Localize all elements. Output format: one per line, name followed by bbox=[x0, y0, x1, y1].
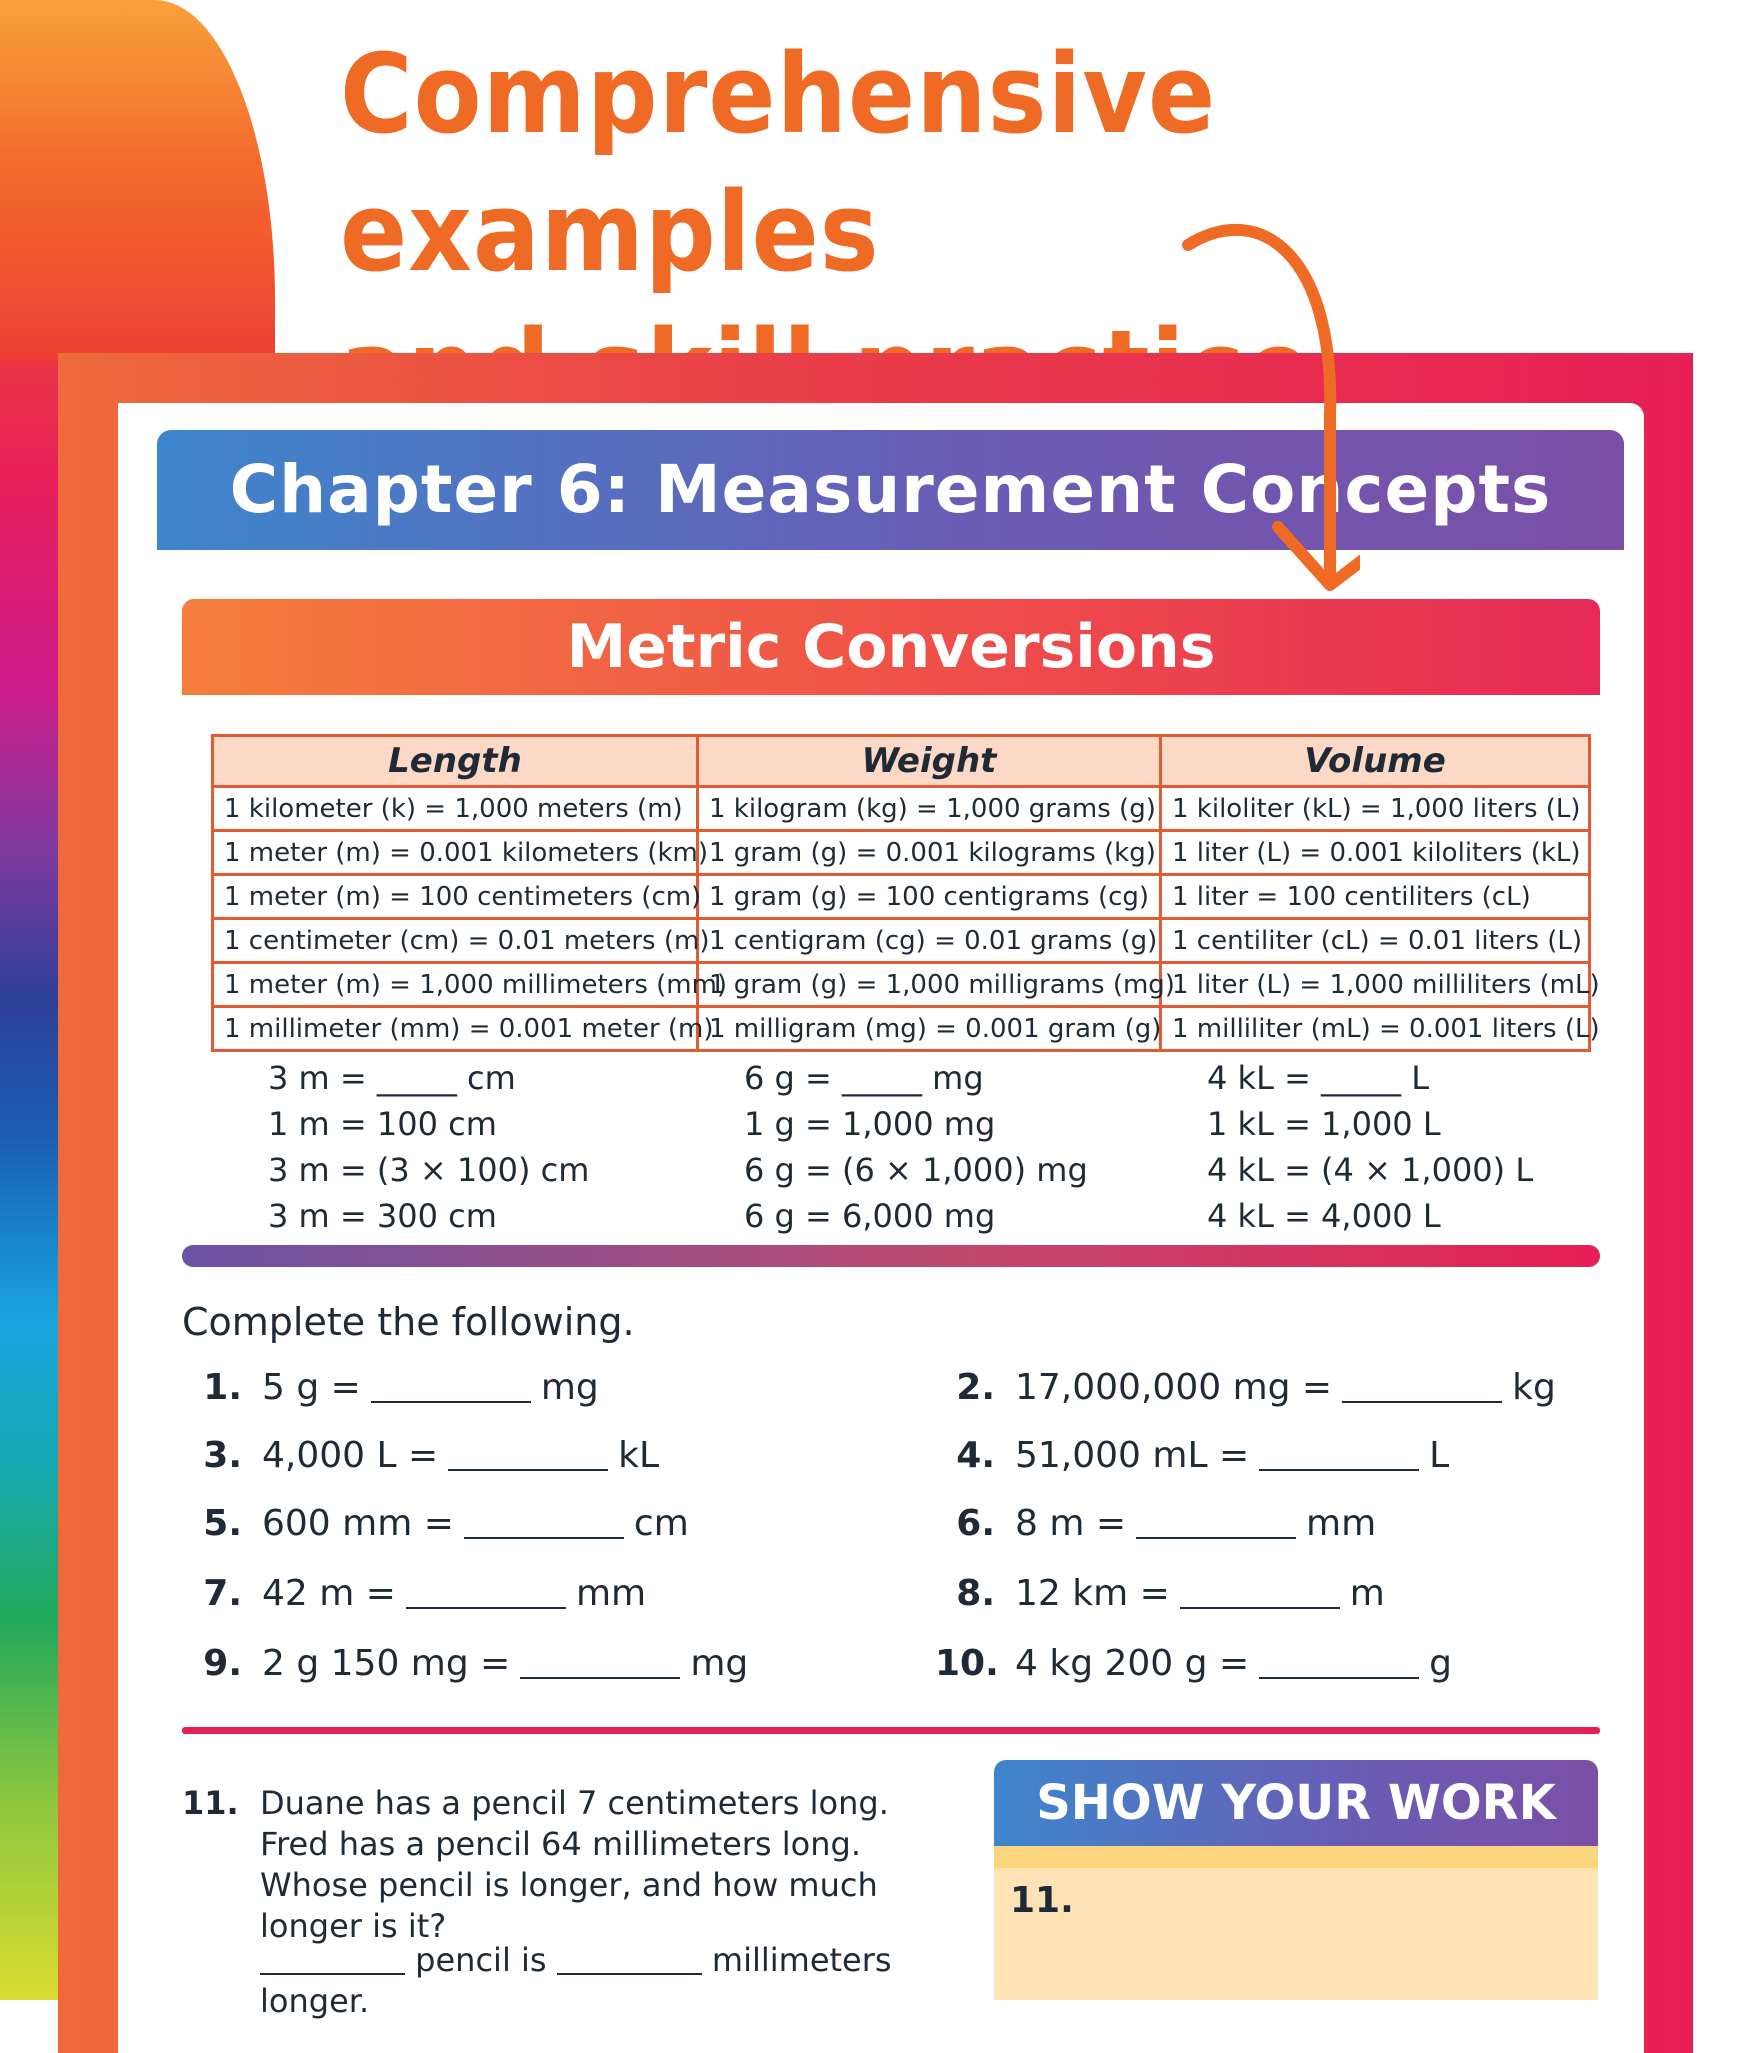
problem-left: 51,000 mL = bbox=[1015, 1435, 1250, 1476]
problem-number: 2. bbox=[956, 1367, 995, 1408]
section-title: Metric Conversions bbox=[182, 599, 1600, 695]
problem-2 bbox=[935, 1367, 1556, 1408]
problem-5 bbox=[182, 1503, 689, 1544]
example-line: 1 g = 1,000 mg bbox=[744, 1105, 996, 1143]
table-cell: 1 gram (g) = 0.001 kilograms (kg) bbox=[698, 831, 1161, 875]
table-cell: 1 liter (L) = 0.001 kiloliters (kL) bbox=[1161, 831, 1590, 875]
example-line: 4 kL = (4 × 1,000) L bbox=[1207, 1151, 1534, 1189]
table-cell: 1 gram (g) = 1,000 milligrams (mg) bbox=[698, 963, 1161, 1007]
problem-number: 4. bbox=[956, 1435, 995, 1476]
answer-blank[interactable] bbox=[448, 1439, 608, 1471]
example-volume bbox=[1207, 1055, 1533, 1239]
word-problem-11 bbox=[182, 1783, 942, 1947]
problem-3 bbox=[182, 1435, 659, 1476]
problem-1 bbox=[182, 1367, 599, 1408]
headline-line-1: Comprehensive examples bbox=[340, 30, 1217, 296]
example-line: 6 g = 6,000 mg bbox=[744, 1197, 996, 1235]
table-row bbox=[213, 1007, 1590, 1051]
show-your-work-item: 11. bbox=[1010, 1880, 1074, 1921]
table-cell: 1 milliliter (mL) = 0.001 liters (L) bbox=[1161, 1007, 1590, 1051]
problem-unit: mm bbox=[575, 1573, 647, 1614]
problem-unit: kg bbox=[1512, 1367, 1556, 1408]
word-problem-number: 11. bbox=[182, 1784, 239, 1822]
table-cell: 1 millimeter (mm) = 0.001 meter (m) bbox=[213, 1007, 698, 1051]
table-cell: 1 meter (m) = 0.001 kilometers (km) bbox=[213, 831, 698, 875]
problem-number: 5. bbox=[203, 1503, 242, 1544]
problem-left: 5 g = bbox=[262, 1367, 361, 1408]
problem-9 bbox=[182, 1643, 748, 1684]
table-cell: 1 meter (m) = 1,000 millimeters (mm) bbox=[213, 963, 698, 1007]
answer-blank[interactable] bbox=[1180, 1577, 1340, 1609]
example-line: 4 kL = _____ L bbox=[1207, 1059, 1430, 1097]
example-line: 6 g = _____ mg bbox=[744, 1059, 984, 1097]
example-line: 3 m = _____ cm bbox=[268, 1059, 516, 1097]
word-problem-text: Duane has a pencil 7 centimeters long. Fred has a pencil 64 millimeters long. Whose pencil is longer, and how much longer is it? bbox=[260, 1784, 889, 1945]
answer-blank[interactable] bbox=[371, 1371, 531, 1403]
answer-blank[interactable] bbox=[406, 1577, 566, 1609]
table-cell: 1 liter (L) = 1,000 milliliters (mL) bbox=[1161, 963, 1590, 1007]
problem-left: 8 m = bbox=[1015, 1503, 1127, 1544]
header-length: Length bbox=[213, 736, 698, 787]
orange-corner-tab bbox=[0, 0, 275, 360]
problems-divider bbox=[182, 1727, 1600, 1734]
problem-6 bbox=[935, 1503, 1376, 1544]
table-cell: 1 gram (g) = 100 centigrams (cg) bbox=[698, 875, 1161, 919]
problem-number: 1. bbox=[203, 1367, 242, 1408]
problem-unit: m bbox=[1349, 1573, 1385, 1614]
problem-8 bbox=[935, 1573, 1385, 1614]
problem-left: 17,000,000 mg = bbox=[1015, 1367, 1333, 1408]
table-row bbox=[213, 787, 1590, 831]
chapter-title: Chapter 6: Measurement Concepts bbox=[157, 430, 1624, 550]
problem-left: 4 kg 200 g = bbox=[1015, 1643, 1250, 1684]
answer-blank[interactable] bbox=[1259, 1647, 1419, 1679]
problem-unit: mg bbox=[540, 1367, 599, 1408]
problem-7 bbox=[182, 1573, 646, 1614]
answer-blank[interactable] bbox=[464, 1507, 624, 1539]
problem-left: 12 km = bbox=[1015, 1573, 1170, 1614]
problem-number: 6. bbox=[956, 1503, 995, 1544]
answer-text-3: longer. bbox=[260, 1982, 370, 2020]
example-line: 1 kL = 1,000 L bbox=[1207, 1105, 1441, 1143]
problem-number: 3. bbox=[203, 1435, 242, 1476]
table-cell: 1 centigram (cg) = 0.01 grams (g) bbox=[698, 919, 1161, 963]
table-row bbox=[213, 919, 1590, 963]
table-row bbox=[213, 875, 1590, 919]
problem-10 bbox=[935, 1643, 1452, 1684]
problem-unit: g bbox=[1429, 1643, 1452, 1684]
problem-left: 4,000 L = bbox=[262, 1435, 439, 1476]
problem-unit: mm bbox=[1306, 1503, 1377, 1544]
instructions: Complete the following. bbox=[182, 1300, 635, 1344]
problem-number: 7. bbox=[203, 1573, 242, 1614]
problem-number: 9. bbox=[203, 1643, 242, 1684]
problem-number: 10. bbox=[935, 1643, 999, 1684]
conversion-table bbox=[211, 734, 1600, 1052]
show-your-work-stripe bbox=[994, 1846, 1598, 1868]
header-volume: Volume bbox=[1161, 736, 1590, 787]
problem-left: 42 m = bbox=[262, 1573, 396, 1614]
answer-blank[interactable] bbox=[520, 1647, 680, 1679]
problem-unit: L bbox=[1429, 1435, 1450, 1476]
example-weight bbox=[744, 1055, 1088, 1239]
problem-unit: mg bbox=[690, 1643, 749, 1684]
problem-left: 600 mm = bbox=[262, 1503, 454, 1544]
table-cell: 1 kilometer (k) = 1,000 meters (m) bbox=[213, 787, 698, 831]
example-line: 1 m = 100 cm bbox=[268, 1105, 497, 1143]
table-cell: 1 meter (m) = 100 centimeters (cm) bbox=[213, 875, 698, 919]
problem-number: 8. bbox=[956, 1573, 995, 1614]
table-cell: 1 milligram (mg) = 0.001 gram (g) bbox=[698, 1007, 1161, 1051]
answer-blank[interactable] bbox=[1259, 1439, 1419, 1471]
problem-4 bbox=[935, 1435, 1449, 1476]
answer-blank[interactable] bbox=[1342, 1371, 1502, 1403]
example-line: 3 m = (3 × 100) cm bbox=[268, 1151, 590, 1189]
problem-unit: cm bbox=[633, 1503, 689, 1544]
table-cell: 1 liter = 100 centiliters (cL) bbox=[1161, 875, 1590, 919]
problem-unit: kL bbox=[618, 1435, 660, 1476]
table-row bbox=[213, 963, 1590, 1007]
header-weight: Weight bbox=[698, 736, 1161, 787]
example-line: 4 kL = 4,000 L bbox=[1207, 1197, 1441, 1235]
answer-blank[interactable] bbox=[557, 1943, 702, 1975]
problem-left: 2 g 150 mg = bbox=[262, 1643, 511, 1684]
show-your-work-title: SHOW YOUR WORK bbox=[994, 1760, 1598, 1846]
section-divider bbox=[182, 1245, 1600, 1267]
show-your-work-area[interactable] bbox=[994, 1868, 1598, 2000]
answer-blank[interactable] bbox=[1136, 1507, 1296, 1539]
table-cell: 1 kilogram (kg) = 1,000 grams (g) bbox=[698, 787, 1161, 831]
example-line: 3 m = 300 cm bbox=[268, 1197, 497, 1235]
example-length bbox=[268, 1055, 589, 1239]
example-line: 6 g = (6 × 1,000) mg bbox=[744, 1151, 1088, 1189]
answer-text-1: pencil is bbox=[415, 1941, 547, 1979]
table-row bbox=[213, 831, 1590, 875]
curved-arrow-icon bbox=[1180, 215, 1360, 605]
answer-text-2: millimeters bbox=[711, 1941, 892, 1979]
table-cell: 1 centiliter (cL) = 0.01 liters (L) bbox=[1161, 919, 1590, 963]
word-problem-answer bbox=[260, 1940, 892, 2022]
table-cell: 1 kiloliter (kL) = 1,000 liters (L) bbox=[1161, 787, 1590, 831]
answer-blank[interactable] bbox=[260, 1943, 405, 1975]
table-header-row bbox=[213, 736, 1590, 787]
table-cell: 1 centimeter (cm) = 0.01 meters (m) bbox=[213, 919, 698, 963]
